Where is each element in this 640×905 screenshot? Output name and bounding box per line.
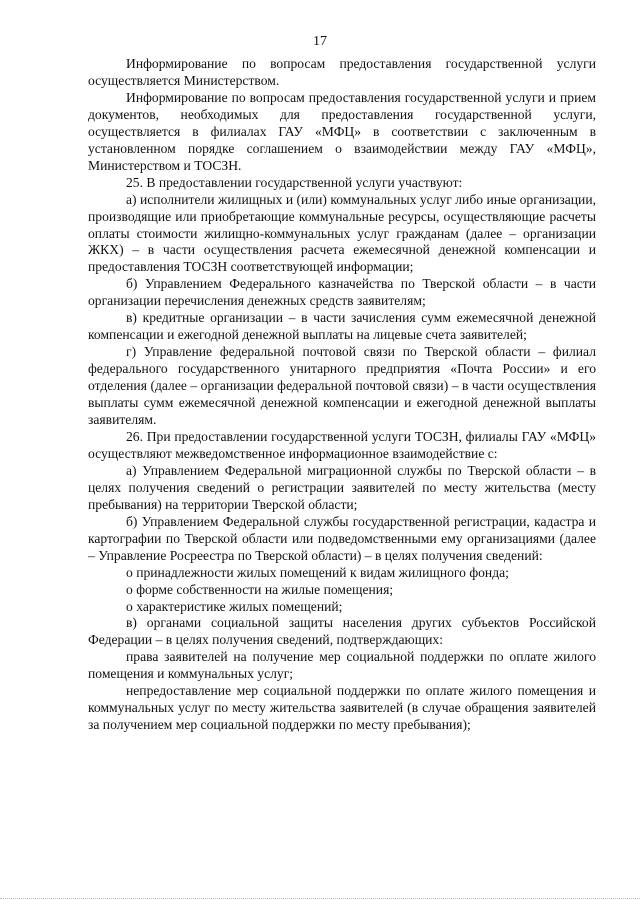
paragraph: в) органами социальной защиты населения других субъектов Российской Федерации – в целях получения сведений, подтверждающих: (88, 615, 596, 648)
document-body (88, 56, 596, 734)
paragraph: Информирование по вопросам предоставления государственной услуги и прием документов, необходимых для предоставления государственной услуги, осуществляется в филиалах ГАУ «МФЦ» в соответствии с заключенным в установленном порядке соглашением о взаимодействии между ГАУ «МФЦ», Министерством и ТОСЗН. (88, 89, 596, 173)
paragraph: б) Управлением Федерального казначейства по Тверской области – в части организации перечисления денежных средств заявителям; (88, 276, 596, 309)
paragraph: 26. При предоставлении государственной услуги ТОСЗН, филиалы ГАУ «МФЦ» осуществляют межведомственное информационное взаимодействие с: (88, 428, 596, 461)
paragraph: Информирование по вопросам предоставления государственной услуги осуществляется Министерством. (88, 56, 596, 88)
scan-edge-divider (0, 898, 640, 905)
paragraph: а) Управлением Федеральной миграционной службы по Тверской области – в целях получения сведений о регистрации заявителей по месту жительства (месту пребывания) на территории Тверской области; (88, 462, 596, 512)
paragraph: о характеристике жилых помещений; (126, 598, 343, 614)
paragraph: непредоставление мер социальной поддержки по оплате жилого помещения и коммунальных услуг по месту жительства заявителей (в случае обращения заявителей за получением мер социальной поддержки по месту пребывания); (88, 683, 596, 733)
paragraph: г) Управление федеральной почтовой связи по Тверской области – филиал федерального государственного унитарного предприятия «Почта России» и его отделения (далее – организации федеральной почтовой связи) – в части осуществления выплаты сумм ежемесячной денежной компенсации и ежегодной денежной выплаты заявителям. (88, 344, 596, 428)
paragraph: права заявителей на получение мер социальной поддержки по оплате жилого помещения и коммунальных услуг; (88, 649, 596, 682)
page-number: 17 (313, 34, 327, 49)
paragraph: 25. В предоставлении государственной услуги участвуют: (126, 174, 463, 190)
paragraph: о принадлежности жилых помещений к видам жилищного фонда; (126, 564, 509, 580)
paragraph: а) исполнители жилищных и (или) коммунальных услуг либо иные организации, производящие или приобретающие коммунальные ресурсы, осуществляющие расчеты оплаты стоимости жилищно-коммунальных услуг гражданам (далее – организации ЖКХ) – в части осуществления расчета ежемесячной денежной компенсации и предоставления ТОСЗН соответствующей информации; (88, 191, 596, 275)
paragraph: б) Управлением Федеральной службы государственной регистрации, кадастра и картографии по Тверской области или подведомственными ему организациями (далее – Управление Росреестра по Тверской области) – в целях получения сведений: (88, 513, 596, 563)
paragraph: в) кредитные организации – в части зачисления сумм ежемесячной денежной компенсации и ежегодной денежной выплаты на лицевые счета заявителей; (88, 310, 596, 343)
paragraph: о форме собственности на жилые помещения; (126, 581, 394, 597)
